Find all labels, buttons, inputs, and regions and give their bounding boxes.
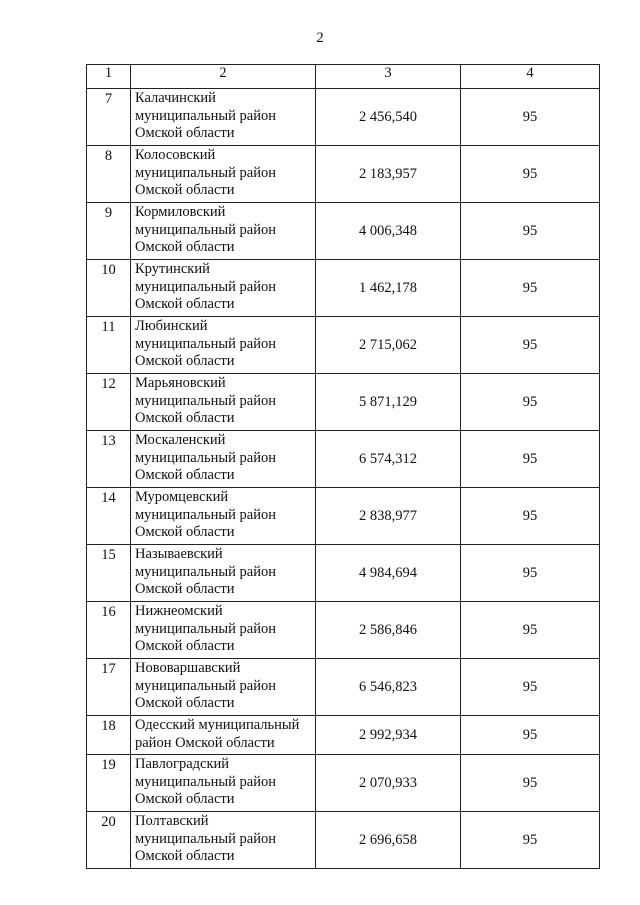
district-name-line: муниципальный район xyxy=(135,107,276,124)
row-number: 14 xyxy=(87,488,131,545)
row-number: 19 xyxy=(87,755,131,812)
row-number: 20 xyxy=(87,812,131,869)
row-number: 7 xyxy=(87,89,131,146)
table-row xyxy=(87,545,600,602)
percent-value: 95 xyxy=(461,203,600,260)
district-name-line: Калачинский xyxy=(135,90,216,106)
percent-value: 95 xyxy=(461,812,600,869)
district-name-line: муниципальный район xyxy=(135,221,276,238)
district-name-line: Крутинский xyxy=(135,261,210,277)
page-number: 2 xyxy=(316,30,324,46)
district-name xyxy=(131,431,316,488)
district-name xyxy=(131,374,316,431)
table-row xyxy=(87,317,600,374)
district-name xyxy=(131,545,316,602)
amount-value: 2 183,957 xyxy=(316,146,461,203)
row-number: 9 xyxy=(87,203,131,260)
district-name-line: Нововаршавский xyxy=(135,660,241,676)
amount-value: 2 696,658 xyxy=(316,812,461,869)
district-name-line: Любинский xyxy=(135,318,208,334)
amount-value: 4 006,348 xyxy=(316,203,461,260)
district-name xyxy=(131,488,316,545)
district-name xyxy=(131,317,316,374)
district-name-line: Москаленский xyxy=(135,432,226,448)
district-name-line: Омской области xyxy=(135,848,235,864)
row-number: 13 xyxy=(87,431,131,488)
table-row xyxy=(87,716,600,755)
table-row xyxy=(87,203,600,260)
district-name xyxy=(131,203,316,260)
table-row xyxy=(87,602,600,659)
percent-value: 95 xyxy=(461,431,600,488)
percent-value: 95 xyxy=(461,374,600,431)
percent-value: 95 xyxy=(461,260,600,317)
percent-value: 95 xyxy=(461,89,600,146)
header-col-1: 1 xyxy=(87,65,131,89)
header-col-4: 4 xyxy=(461,65,600,89)
district-name-line: муниципальный район xyxy=(135,392,276,409)
district-name-line: Омской области xyxy=(135,524,235,540)
district-name-line: Омской области xyxy=(135,410,235,426)
table-row xyxy=(87,89,600,146)
table-row xyxy=(87,374,600,431)
district-name-line: муниципальный район xyxy=(135,278,276,295)
table-row xyxy=(87,812,600,869)
district-name-line: муниципальный район xyxy=(135,449,276,466)
amount-value: 4 984,694 xyxy=(316,545,461,602)
row-number: 12 xyxy=(87,374,131,431)
amount-value: 1 462,178 xyxy=(316,260,461,317)
district-name-line: муниципальный район xyxy=(135,620,276,637)
district-name-line: муниципальный район xyxy=(135,164,276,181)
percent-value: 95 xyxy=(461,545,600,602)
amount-value: 2 070,933 xyxy=(316,755,461,812)
district-name-line: муниципальный район xyxy=(135,830,276,847)
table-row xyxy=(87,431,600,488)
amount-value: 6 546,823 xyxy=(316,659,461,716)
amount-value: 2 838,977 xyxy=(316,488,461,545)
percent-value: 95 xyxy=(461,488,600,545)
percent-value: 95 xyxy=(461,317,600,374)
district-name-line: муниципальный район xyxy=(135,677,276,694)
district-name-line: Омской области xyxy=(135,581,235,597)
district-name-line: Омской области xyxy=(135,182,235,198)
district-name-line: Омской области xyxy=(135,467,235,483)
district-name xyxy=(131,602,316,659)
amount-value: 6 574,312 xyxy=(316,431,461,488)
amount-value: 2 715,062 xyxy=(316,317,461,374)
table-row xyxy=(87,260,600,317)
district-name-line: Омской области xyxy=(135,125,235,141)
district-name xyxy=(131,755,316,812)
district-name-line: район Омской области xyxy=(135,734,275,751)
district-name xyxy=(131,89,316,146)
row-number: 10 xyxy=(87,260,131,317)
table-row xyxy=(87,755,600,812)
percent-value: 95 xyxy=(461,716,600,755)
district-name-line: муниципальный район xyxy=(135,335,276,352)
district-name-line: Кормиловский xyxy=(135,204,226,220)
percent-value: 95 xyxy=(461,755,600,812)
table-row xyxy=(87,488,600,545)
amount-value: 5 871,129 xyxy=(316,374,461,431)
percent-value: 95 xyxy=(461,602,600,659)
row-number: 15 xyxy=(87,545,131,602)
district-name xyxy=(131,260,316,317)
row-number: 11 xyxy=(87,317,131,374)
table-body xyxy=(87,89,600,869)
table-row xyxy=(87,146,600,203)
row-number: 16 xyxy=(87,602,131,659)
district-name-line: Омской области xyxy=(135,353,235,369)
district-name-line: Павлоградский xyxy=(135,756,230,772)
amount-value: 2 586,846 xyxy=(316,602,461,659)
district-name-line: Омской области xyxy=(135,296,235,312)
district-name xyxy=(131,812,316,869)
district-name-line: Называевский xyxy=(135,546,223,562)
district-name-line: муниципальный район xyxy=(135,506,276,523)
row-number: 17 xyxy=(87,659,131,716)
header-col-3: 3 xyxy=(316,65,461,89)
district-name-line: Омской области xyxy=(135,239,235,255)
percent-value: 95 xyxy=(461,659,600,716)
district-name xyxy=(131,659,316,716)
district-name-line: Нижнеомский xyxy=(135,603,223,619)
district-name-line: муниципальный район xyxy=(135,773,276,790)
district-name-line: Марьяновский xyxy=(135,375,226,391)
amount-value: 2 992,934 xyxy=(316,716,461,755)
district-name-line: Омской области xyxy=(135,695,235,711)
district-name-line: Колосовский xyxy=(135,147,216,163)
row-number: 18 xyxy=(87,716,131,755)
amount-value: 2 456,540 xyxy=(316,89,461,146)
table-row xyxy=(87,659,600,716)
header-col-2: 2 xyxy=(131,65,316,89)
districts-table xyxy=(86,64,600,869)
district-name-line: Одесский муниципальный xyxy=(135,717,300,733)
row-number: 8 xyxy=(87,146,131,203)
percent-value: 95 xyxy=(461,146,600,203)
district-name-line: муниципальный район xyxy=(135,563,276,580)
district-name-line: Муромцевский xyxy=(135,489,229,505)
district-name-line: Омской области xyxy=(135,791,235,807)
district-name-line: Омской области xyxy=(135,638,235,654)
district-name-line: Полтавский xyxy=(135,813,209,829)
district-name xyxy=(131,716,316,755)
district-name xyxy=(131,146,316,203)
table-header-row xyxy=(87,65,600,89)
